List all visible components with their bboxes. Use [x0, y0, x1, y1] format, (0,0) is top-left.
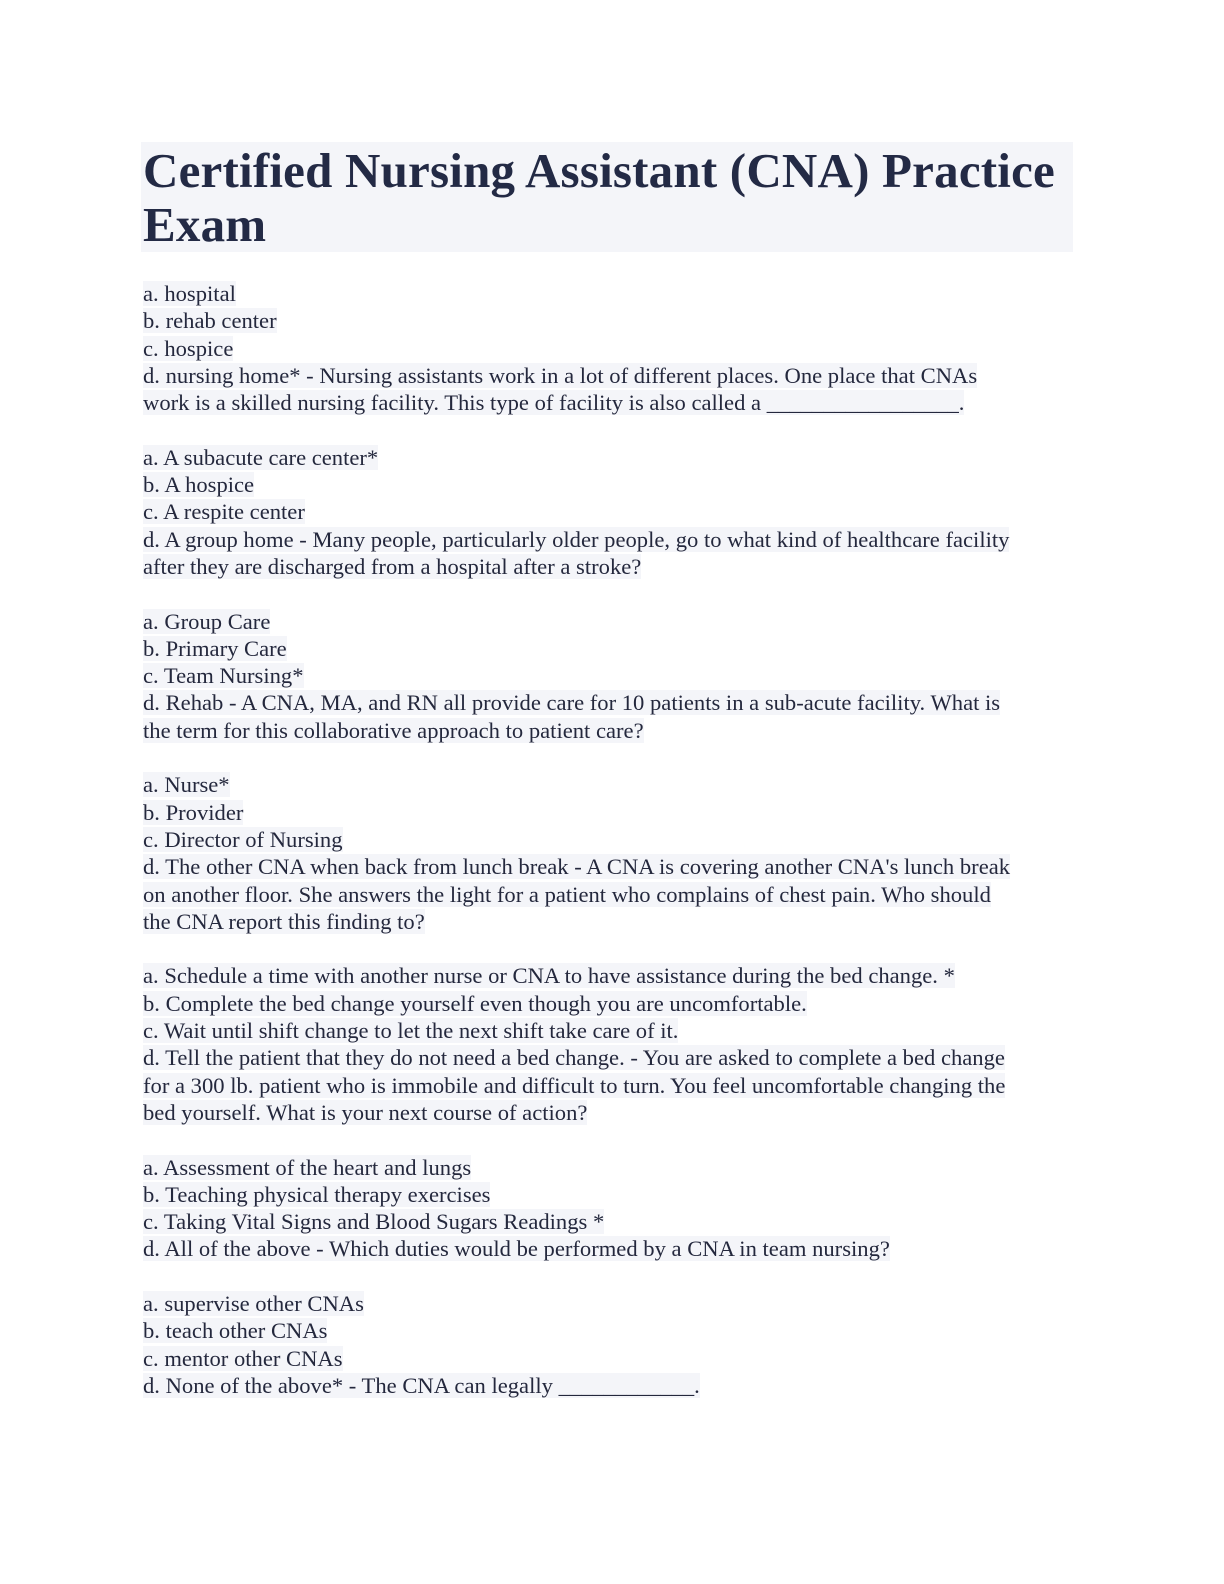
option-a-text: a. Assessment of the heart and lungs	[143, 1154, 472, 1180]
option-line	[143, 799, 1073, 826]
option-line	[143, 1154, 1073, 1181]
option-c-text: c. A respite center	[143, 499, 305, 525]
option-a-text: a. hospital	[143, 281, 236, 306]
option-line	[143, 1345, 1073, 1372]
option-c-text: c. hospice	[143, 335, 234, 361]
option-line	[143, 1317, 1073, 1344]
option-line	[143, 498, 1073, 525]
option-line	[143, 335, 1073, 362]
option-line	[143, 662, 1073, 689]
option-d-line	[143, 1235, 1073, 1262]
option-line	[143, 771, 1073, 798]
option-d-line	[143, 1044, 1073, 1071]
option-a-text: a. A subacute care center*	[143, 444, 379, 470]
option-b-text: b. Complete the bed change yourself even though you are uncomfortable.	[143, 990, 807, 1016]
question-text-line	[143, 389, 1073, 416]
question-block	[143, 1290, 1073, 1399]
option-b-text: b. A hospice	[143, 472, 255, 498]
option-line	[143, 962, 1073, 989]
option-line	[143, 444, 1073, 471]
option-c-text: c. mentor other CNAs	[143, 1345, 343, 1371]
question-block	[143, 280, 1073, 416]
question-text-line	[143, 1099, 1073, 1126]
option-line	[143, 1017, 1073, 1044]
option-a-text: a. Schedule a time with another nurse or CNA to have assistance during the bed change. *	[143, 963, 955, 989]
option-c-text: c. Team Nursing*	[143, 663, 304, 689]
option-b-text: b. rehab center	[143, 308, 277, 334]
question-text-line	[143, 1072, 1073, 1099]
option-b-text: b. teach other CNAs	[143, 1318, 328, 1344]
option-line	[143, 1181, 1073, 1208]
option-line	[143, 826, 1073, 853]
option-line	[143, 635, 1073, 662]
question-text: on another floor. She answers the light for a patient who complains of chest pain. Who should	[143, 881, 991, 907]
question-text-line	[143, 908, 1073, 935]
option-c-text: c. Taking Vital Signs and Blood Sugars Readings *	[143, 1209, 605, 1235]
question-text: work is a skilled nursing facility. This type of facility is also called a _________________.	[143, 390, 965, 416]
question-block	[143, 962, 1073, 1126]
question-text: for a 300 lb. patient who is immobile and difficult to turn. You feel uncomfortable changing the	[143, 1072, 1006, 1098]
option-d-text: d. nursing home* - Nursing assistants work in a lot of different places. One place that CNAs	[143, 362, 978, 388]
option-line	[143, 990, 1073, 1017]
option-line	[143, 1208, 1073, 1235]
title-block	[141, 142, 1073, 252]
option-d-line	[143, 526, 1073, 553]
option-d-text: d. A group home - Many people, particularly older people, go to what kind of healthcare facility	[143, 526, 1010, 552]
option-d-line	[143, 362, 1073, 389]
option-a-text: a. Nurse*	[143, 772, 230, 798]
option-c-text: c. Wait until shift change to let the next shift take care of it.	[143, 1018, 679, 1044]
option-d-text: d. The other CNA when back from lunch break - A CNA is covering another CNA's lunch break	[143, 854, 1011, 880]
question-text: the CNA report this finding to?	[143, 908, 425, 934]
option-d-text: d. None of the above* - The CNA can legally ____________.	[143, 1372, 700, 1398]
option-d-line	[143, 1372, 1073, 1399]
option-c-text: c. Director of Nursing	[143, 826, 343, 852]
option-b-text: b. Teaching physical therapy exercises	[143, 1181, 491, 1207]
question-block	[143, 444, 1073, 580]
question-text-line	[143, 717, 1073, 744]
question-block	[143, 1154, 1073, 1263]
option-d-line	[143, 689, 1073, 716]
option-line	[143, 1290, 1073, 1317]
option-line	[143, 307, 1073, 334]
option-d-text: d. Tell the patient that they do not need a bed change. - You are asked to complete a bed change	[143, 1045, 1005, 1071]
option-b-text: b. Primary Care	[143, 635, 287, 661]
question-text: bed yourself. What is your next course of action?	[143, 1099, 588, 1125]
question-text: the term for this collaborative approach to patient care?	[143, 717, 644, 743]
option-d-text: d. All of the above - Which duties would be performed by a CNA in team nursing?	[143, 1236, 890, 1262]
option-d-text: d. Rehab - A CNA, MA, and RN all provide care for 10 patients in a sub-acute facility. What is	[143, 690, 1001, 716]
option-line	[143, 608, 1073, 635]
option-a-text: a. Group Care	[143, 608, 271, 634]
question-block	[143, 608, 1073, 744]
question-list	[143, 280, 1073, 1426]
option-d-line	[143, 853, 1073, 880]
question-text: after they are discharged from a hospital after a stroke?	[143, 553, 642, 579]
option-a-text: a. supervise other CNAs	[143, 1290, 364, 1316]
question-text-line	[143, 881, 1073, 908]
page-title: Certified Nursing Assistant (CNA) Practice Exam	[143, 143, 1056, 252]
option-line	[143, 280, 1073, 307]
option-b-text: b. Provider	[143, 799, 244, 825]
question-block	[143, 771, 1073, 935]
question-text-line	[143, 553, 1073, 580]
option-line	[143, 471, 1073, 498]
